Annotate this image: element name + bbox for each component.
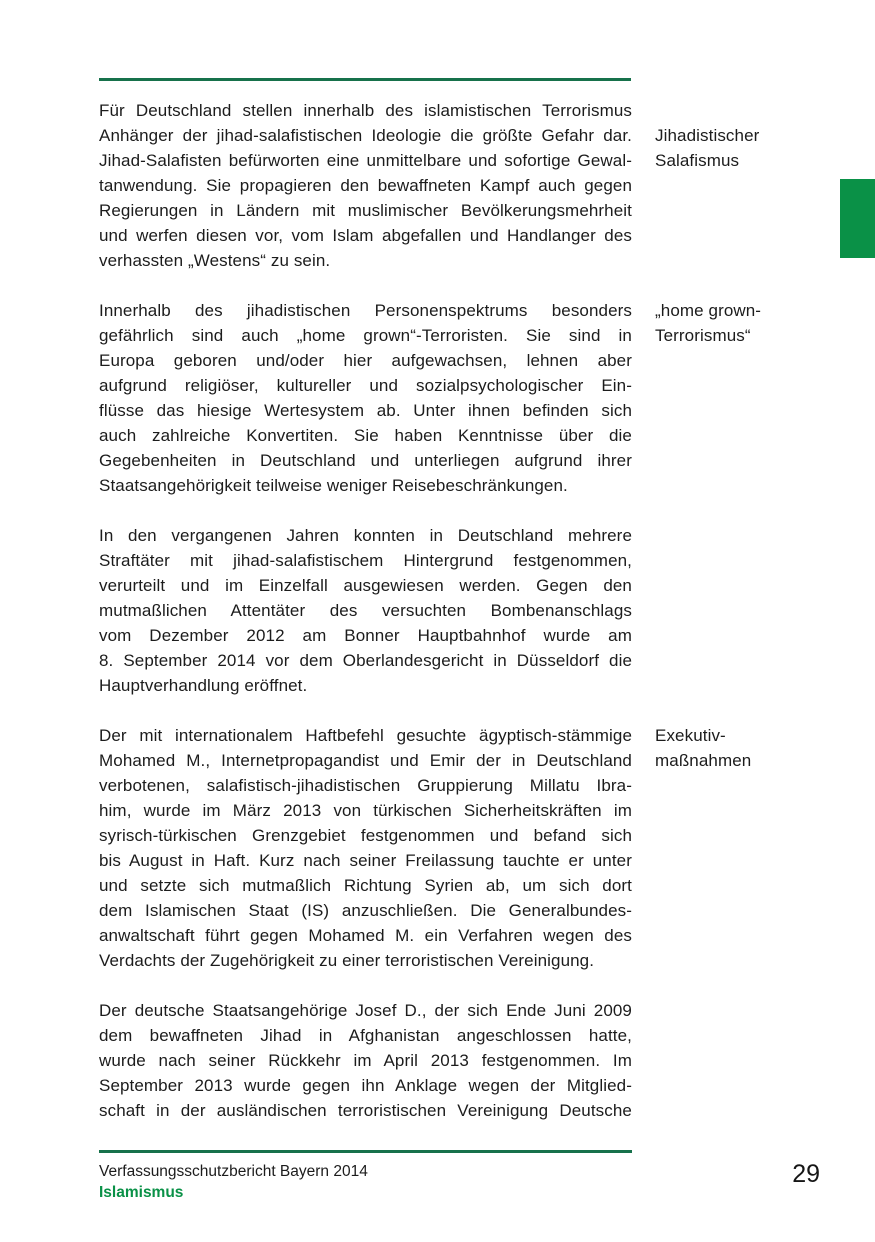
header-rule [99,78,631,81]
margin-notes-column [655,0,835,1242]
margin-note-line: maßnahmen [655,751,752,770]
text-line: syrisch-türkischen Grenzgebiet festgenommen und befand sich [99,826,632,845]
text-line: Anhänger der jihad-salafistischen Ideologie die größte Gefahr dar. [99,126,632,145]
margin-note-line: Terrorismus“ [655,326,751,345]
text-line: Verdachts der Zugehörigkeit zu einer terroristischen Vereinigung. [99,951,595,970]
text-line: wurde nach seiner Rückkehr im April 2013 festgenommen. Im [99,1051,632,1070]
text-line: und setzte sich mutmaßlich Richtung Syrien ab, um sich dort [99,876,632,895]
chapter-edge-tab [840,179,875,258]
text-line: dem Islamischen Staat (IS) anzuschließen. Die Generalbundes- [99,901,632,920]
text-line: flüsse das hiesige Wertesystem ab. Unter ihnen befinden sich [99,401,632,420]
margin-note-line: Exekutiv- [655,726,726,745]
text-line: mutmaßlichen Attentäter des versuchten Bombenanschlags [99,601,632,620]
text-line: und werfen diesen vor, vom Islam abgefallen und Handlanger des [99,226,632,245]
text-line: Gegebenheiten in Deutschland und unterliegen aufgrund ihrer [99,451,632,470]
paragraph [99,723,632,973]
paragraph [99,998,632,1123]
text-line: anwaltschaft führt gegen Mohamed M. ein Verfahren wegen des [99,926,632,945]
text-line: Hauptverhandlung eröffnet. [99,676,308,695]
paragraph [99,523,632,698]
text-line: 8. September 2014 vor dem Oberlandesgericht in Düsseldorf die [99,651,632,670]
text-line: September 2013 wurde gegen ihn Anklage wegen der Mitglied- [99,1076,632,1095]
text-line: gefährlich sind auch „home grown“-Terroristen. Sie sind in [99,326,632,345]
footer-rule [99,1150,632,1153]
margin-note-line: Jihadistischer [655,126,760,145]
margin-note [655,723,835,773]
text-line: auch zahlreiche Konvertiten. Sie haben Kenntnisse über die [99,426,632,445]
text-line: verurteilt und im Einzelfall ausgewiesen werden. Gegen den [99,576,632,595]
margin-note [655,298,835,348]
text-line: Der mit internationalem Haftbefehl gesuchte ägyptisch-stämmige [99,726,632,745]
text-line: Mohamed M., Internetpropagandist und Emir der in Deutschland [99,751,632,770]
text-line: Regierungen in Ländern mit muslimischer Bevölkerungsmehrheit [99,201,632,220]
footer-section-label: Islamismus [99,1184,184,1201]
paragraph [99,298,632,498]
text-line: Staatsangehörigkeit teilweise weniger Reisebeschränkungen. [99,476,568,495]
text-line: dem bewaffneten Jihad in Afghanistan angeschlossen hatte, [99,1026,632,1045]
text-line: verbotenen, salafistisch-jihadistischen Gruppierung Millatu Ibra- [99,776,632,795]
margin-note-line: „home grown- [655,301,762,320]
text-line: bis August in Haft. Kurz nach seiner Freilassung tauchte er unter [99,851,632,870]
page-number: 29 [792,1160,820,1188]
text-line: verhassten „Westens“ zu sein. [99,251,331,270]
text-line: Der deutsche Staatsangehörige Josef D., der sich Ende Juni 2009 [99,1001,632,1020]
text-line: Straftäter mit jihad-salafistischem Hintergrund festgenommen, [99,551,632,570]
text-line: Innerhalb des jihadistischen Personenspektrums besonders [99,301,632,320]
text-line: In den vergangenen Jahren konnten in Deutschland mehrere [99,526,632,545]
text-line: vom Dezember 2012 am Bonner Hauptbahnhof wurde am [99,626,632,645]
text-line: schaft in der ausländischen terroristischen Vereinigung Deutsche [99,1101,632,1120]
text-line: him, wurde im März 2013 von türkischen Sicherheitskräften im [99,801,632,820]
text-line: Europa geboren und/oder hier aufgewachsen, lehnen aber [99,351,632,370]
paragraph [99,98,632,273]
body-text-column [99,98,632,1123]
text-line: tanwendung. Sie propagieren den bewaffneten Kampf auch gegen [99,176,632,195]
text-line: Jihad-Salafisten befürworten eine unmittelbare und sofortige Gewal- [99,151,632,170]
text-line: aufgrund religiöser, kultureller und sozialpsychologischer Ein- [99,376,632,395]
margin-note-line: Salafismus [655,151,740,170]
text-line: Für Deutschland stellen innerhalb des islamistischen Terrorismus [99,101,632,120]
margin-note [655,123,835,173]
footer-report-title: Verfassungsschutzbericht Bayern 2014 [99,1163,368,1180]
